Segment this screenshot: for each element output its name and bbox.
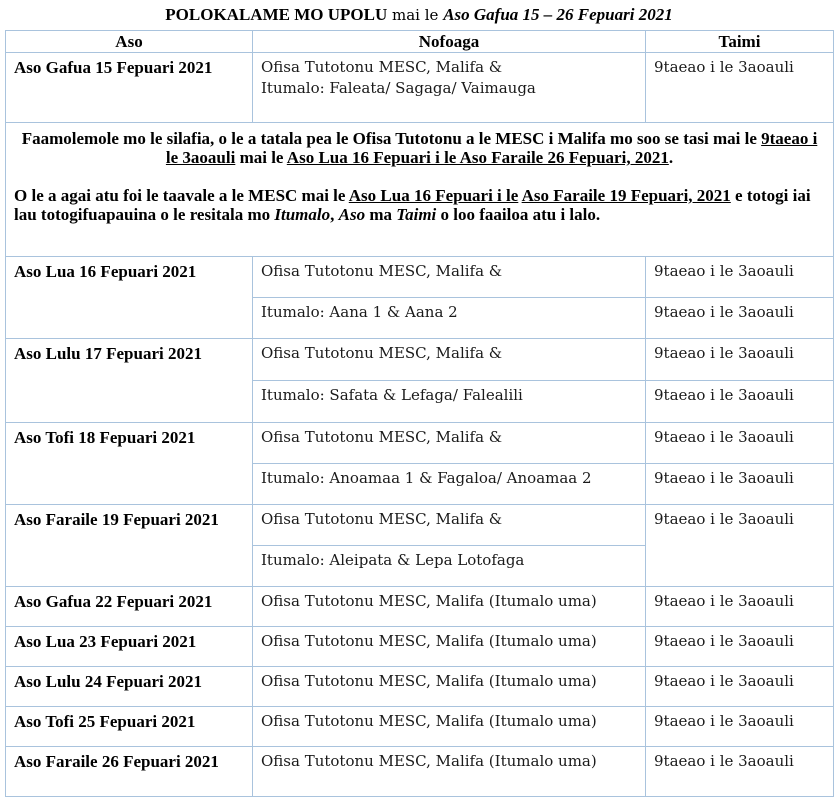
day-cell: Aso Lua 16 Fepuari 2021 (6, 257, 253, 339)
table-row (6, 257, 834, 298)
day-cell: Aso Faraile 26 Fepuari 2021 (6, 747, 253, 797)
table-row (6, 587, 834, 627)
notice-text: ma (365, 205, 397, 224)
time-cell: 9taeao i le 3aoauli (646, 747, 834, 797)
day-cell: Aso Lulu 17 Fepuari 2021 (6, 339, 253, 423)
time-cell: 9taeao i le 3aoauli (646, 257, 834, 298)
day-cell: Aso Lulu 24 Fepuari 2021 (6, 667, 253, 707)
time-cell: 9taeao i le 3aoauli (646, 381, 834, 423)
title-main: POLOKALAME MO UPOLU (165, 5, 388, 24)
title-dates: Aso Gafua 15 – 26 Fepuari 2021 (443, 5, 673, 24)
place-cell: Ofisa Tutotonu MESC, Malifa (Itumalo uma) (253, 627, 646, 667)
place-cell (253, 53, 646, 123)
day-cell: Aso Faraile 19 Fepuari 2021 (6, 505, 253, 587)
time-cell: 9taeao i le 3aoauli (646, 339, 834, 381)
notice-emphasis: Itumalo (274, 205, 331, 224)
day-cell: Aso Gafua 15 Fepuari 2021 (6, 53, 253, 123)
notice-text: mai le (235, 148, 287, 167)
schedule-table (5, 30, 834, 797)
header-taimi: Taimi (646, 31, 834, 53)
place-cell: Ofisa Tutotonu MESC, Malifa & (253, 339, 646, 381)
header-nofoaga: Nofoaga (253, 31, 646, 53)
place-line: Ofisa Tutotonu MESC, Malifa & (261, 58, 503, 76)
time-cell: 9taeao i le 3aoauli (646, 464, 834, 505)
place-cell: Ofisa Tutotonu MESC, Malifa (Itumalo uma) (253, 667, 646, 707)
place-cell: Itumalo: Aleipata & Lepa Lotofaga (253, 546, 646, 587)
day-cell: Aso Tofi 25 Fepuari 2021 (6, 707, 253, 747)
notice-text: Faamolemole mo le silafia, o le a tatala pea le Ofisa Tutotonu a le MESC i Malifa mo soo se tasi mai le (21, 129, 762, 148)
place-cell: Itumalo: Safata & Lefaga/ Falealili (253, 381, 646, 423)
notice-cell (6, 123, 834, 257)
place-cell: Ofisa Tutotonu MESC, Malifa & (253, 505, 646, 546)
time-cell: 9taeao i le 3aoauli (646, 53, 834, 123)
table-row (6, 667, 834, 707)
notice-date-start: Aso Lua 16 Fepuari i le (348, 186, 519, 205)
notice-emphasis: Taimi (396, 205, 437, 224)
table-row (6, 339, 834, 381)
table-row (6, 707, 834, 747)
place-cell: Ofisa Tutotonu MESC, Malifa & (253, 423, 646, 464)
header-row (6, 31, 834, 53)
day-cell: Aso Lua 23 Fepuari 2021 (6, 627, 253, 667)
notice-hours: 9taeao i le 3aoauli (165, 129, 818, 167)
notice-text: . (668, 148, 674, 167)
table-row (6, 747, 834, 797)
notice-text: e totogi iai lau totogifuapauina o le resitala mo (14, 186, 811, 224)
title-connector: mai le (387, 6, 444, 24)
day-cell: Aso Tofi 18 Fepuari 2021 (6, 423, 253, 505)
notice-paragraph (14, 129, 825, 167)
table-row (6, 423, 834, 464)
time-cell: 9taeao i le 3aoauli (646, 627, 834, 667)
table-row (6, 53, 834, 123)
time-cell: 9taeao i le 3aoauli (646, 423, 834, 464)
day-cell: Aso Gafua 22 Fepuari 2021 (6, 587, 253, 627)
table-row (6, 505, 834, 546)
time-cell: 9taeao i le 3aoauli (646, 505, 834, 587)
time-cell: 9taeao i le 3aoauli (646, 298, 834, 339)
place-cell: Ofisa Tutotonu MESC, Malifa (Itumalo uma) (253, 707, 646, 747)
place-cell: Ofisa Tutotonu MESC, Malifa (Itumalo uma) (253, 747, 646, 797)
notice-emphasis: Aso (338, 205, 366, 224)
place-cell: Itumalo: Aana 1 & Aana 2 (253, 298, 646, 339)
place-cell: Ofisa Tutotonu MESC, Malifa & (253, 257, 646, 298)
time-cell: 9taeao i le 3aoauli (646, 707, 834, 747)
notice-date-end: Aso Faraile 19 Fepuari, 2021 (521, 186, 731, 205)
table-row (6, 627, 834, 667)
time-cell: 9taeao i le 3aoauli (646, 667, 834, 707)
notice-text: o loo faailoa atu i lalo. (436, 205, 601, 224)
header-aso: Aso (6, 31, 253, 53)
notice-row (6, 123, 834, 257)
notice-text: , (330, 205, 339, 224)
time-cell: 9taeao i le 3aoauli (646, 587, 834, 627)
notice-text: O le a agai atu foi le taavale a le MESC mai le (14, 186, 349, 205)
notice-date-range: Aso Lua 16 Fepuari i le Aso Faraile 26 Fepuari, 2021 (286, 148, 669, 167)
notice-paragraph (14, 186, 825, 224)
place-line: Itumalo: Faleata/ Sagaga/ Vaimauga (261, 79, 536, 97)
page-title (0, 4, 838, 26)
place-cell: Itumalo: Anoamaa 1 & Fagaloa/ Anoamaa 2 (253, 464, 646, 505)
place-cell: Ofisa Tutotonu MESC, Malifa (Itumalo uma) (253, 587, 646, 627)
